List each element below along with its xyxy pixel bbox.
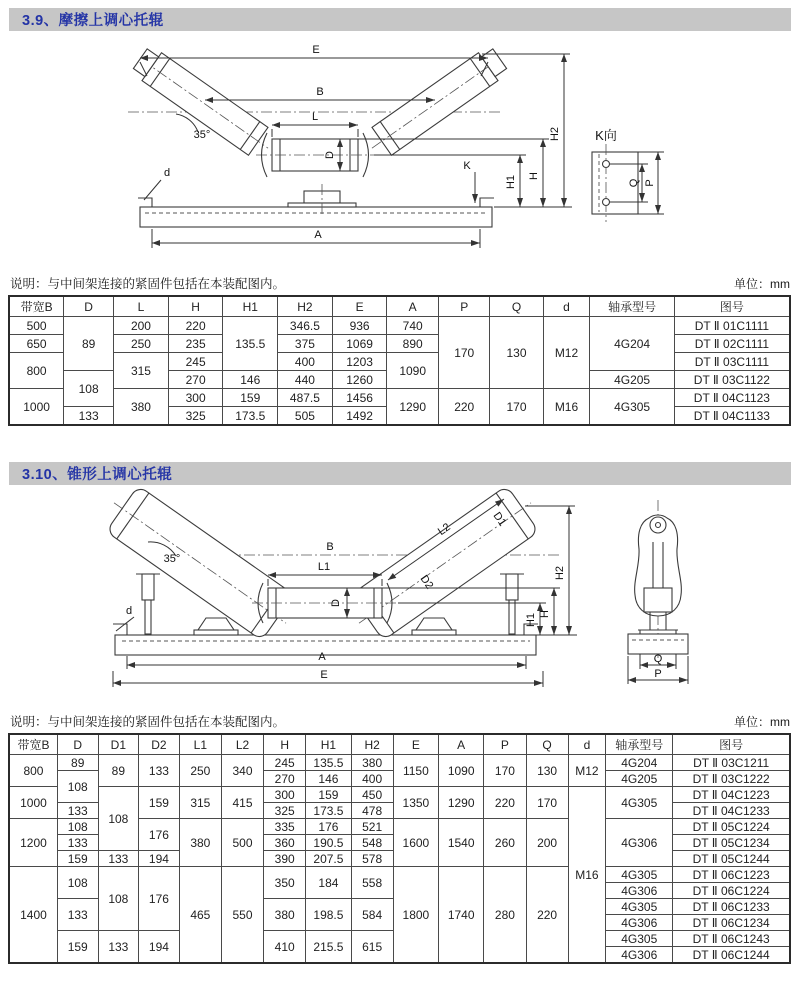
dim-E xyxy=(140,44,488,76)
table-cell: 465 xyxy=(179,867,221,964)
table-cell: 350 xyxy=(264,867,306,899)
dim-label-E: E xyxy=(320,669,328,681)
center-roller xyxy=(256,133,374,177)
table-cell: 500 xyxy=(221,819,263,867)
dim-label-B: B xyxy=(316,86,324,98)
k-view-label: K向 xyxy=(595,128,617,143)
table-cell: M16 xyxy=(568,787,605,964)
table-cell: 550 xyxy=(221,867,263,964)
table-cell: 410 xyxy=(264,931,306,964)
table-cell: 130 xyxy=(490,317,543,389)
table-cell: 207.5 xyxy=(306,851,351,867)
table-cell: 184 xyxy=(306,867,351,899)
table-cell: 245 xyxy=(264,755,306,771)
table-cell: 133 xyxy=(57,899,98,931)
table-cell: 250 xyxy=(114,335,169,353)
note-row xyxy=(10,274,790,292)
column-header: A xyxy=(387,296,439,317)
table-cell: 1200 xyxy=(9,819,57,867)
table-cell: 146 xyxy=(306,771,351,787)
table-cell: 487.5 xyxy=(278,389,333,407)
table-cell: 1400 xyxy=(9,867,57,964)
table-cell: DT Ⅱ 05C1234 xyxy=(673,835,790,851)
dim-label-E: E xyxy=(312,44,320,56)
column-header: H1 xyxy=(223,296,278,317)
table-cell: DT Ⅱ 04C1223 xyxy=(673,787,790,803)
table-cell: 380 xyxy=(179,819,221,867)
table-cell: 380 xyxy=(114,389,169,426)
table-cell: 133 xyxy=(98,851,139,867)
dim-label-H2: H2 xyxy=(549,126,561,142)
table-cell: 133 xyxy=(57,835,98,851)
table-cell: 615 xyxy=(351,931,393,964)
left-side-roller xyxy=(131,45,278,162)
table-cell: 245 xyxy=(168,353,223,371)
dim-label-H1: H1 xyxy=(505,174,517,190)
table-cell: 558 xyxy=(351,867,393,899)
table-cell: 170 xyxy=(490,389,543,426)
table-row xyxy=(9,787,790,803)
table-cell: 4G205 xyxy=(606,771,673,787)
table-cell: DT Ⅱ 04C1133 xyxy=(674,407,790,426)
column-header: P xyxy=(484,734,526,755)
table-cell: 740 xyxy=(387,317,439,335)
section-title: 3.9、摩擦上调心托辊 xyxy=(22,13,164,29)
table-cell: 521 xyxy=(351,819,393,835)
table-cell: 300 xyxy=(168,389,223,407)
table-cell: 270 xyxy=(264,771,306,787)
column-header: Q xyxy=(526,734,568,755)
table-cell: 176 xyxy=(306,819,351,835)
column-header: 图号 xyxy=(674,296,790,317)
table-cell: 4G306 xyxy=(606,947,673,964)
table-cell: 1456 xyxy=(332,389,387,407)
dim-label-d: d xyxy=(163,167,171,179)
table-cell: 1090 xyxy=(387,353,439,389)
drawing-friction-self-aligning-idler xyxy=(0,34,800,274)
table-cell: 500 xyxy=(9,317,64,335)
dim-B xyxy=(205,86,435,100)
table-cell: 340 xyxy=(221,755,263,787)
table-cell: 135.5 xyxy=(306,755,351,771)
table-cell: 1290 xyxy=(387,389,439,426)
dim-label-H2: H2 xyxy=(554,565,566,581)
dim-label-D: D xyxy=(330,599,342,607)
table-row xyxy=(9,867,790,883)
table-cell: 400 xyxy=(351,771,393,787)
dim-L xyxy=(272,111,358,137)
table-cell: 220 xyxy=(438,389,490,426)
column-header: P xyxy=(438,296,490,317)
table-cell: 159 xyxy=(57,851,98,867)
view-arrow-K xyxy=(463,160,475,203)
k-view-detail xyxy=(592,128,664,222)
dim-label-Q: Q xyxy=(628,178,640,188)
table-cell: 578 xyxy=(351,851,393,867)
header-row xyxy=(9,296,790,317)
table-cell: 1740 xyxy=(439,867,484,964)
column-header: H xyxy=(264,734,306,755)
table-cell: 4G305 xyxy=(606,787,673,819)
table-cell: 335 xyxy=(264,819,306,835)
dim-label-Q: Q xyxy=(653,653,663,665)
table-cell: 1540 xyxy=(439,819,484,867)
dim-label-angle: 35° xyxy=(193,129,211,141)
column-header: 带宽B xyxy=(9,296,64,317)
table-cell: 380 xyxy=(351,755,393,771)
table-cell: 200 xyxy=(526,819,568,867)
dim-label-A: A xyxy=(314,229,322,241)
table-cell: 4G305 xyxy=(606,931,673,947)
table-cell: 89 xyxy=(64,317,114,371)
table-cell: 390 xyxy=(264,851,306,867)
column-header: d xyxy=(568,734,605,755)
drawing-conical-self-aligning-idler xyxy=(0,488,800,712)
table-cell: DT Ⅱ 06C1234 xyxy=(673,915,790,931)
dim-label-L2: L2 xyxy=(435,521,453,538)
section-header-bar xyxy=(9,462,791,485)
table-cell: DT Ⅱ 06C1244 xyxy=(673,947,790,964)
dim-label-H: H xyxy=(539,610,551,618)
table-cell: 440 xyxy=(278,371,333,389)
column-header: D2 xyxy=(139,734,180,755)
table-cell: DT Ⅱ 06C1233 xyxy=(673,899,790,915)
dim-H1 xyxy=(374,155,526,207)
table-cell: DT Ⅱ 06C1224 xyxy=(673,883,790,899)
table-cell: 173.5 xyxy=(223,407,278,426)
table-cell: 198.5 xyxy=(306,899,351,931)
column-header: D1 xyxy=(98,734,139,755)
catalog-page xyxy=(0,8,800,984)
center-roller xyxy=(252,583,398,623)
table-cell: 173.5 xyxy=(306,803,351,819)
column-header: 图号 xyxy=(673,734,790,755)
column-header: D xyxy=(57,734,98,755)
dim-label-H: H xyxy=(528,172,540,180)
table-cell: 176 xyxy=(139,819,180,851)
dim-d xyxy=(116,605,134,631)
column-header: E xyxy=(332,296,387,317)
column-header: 带宽B xyxy=(9,734,57,755)
table-cell: DT Ⅱ 01C1111 xyxy=(674,317,790,335)
table-cell: 478 xyxy=(351,803,393,819)
dim-label-L1: L1 xyxy=(317,561,331,573)
table-cell: 548 xyxy=(351,835,393,851)
table-cell: 108 xyxy=(98,787,139,851)
table-cell: DT Ⅱ 04C1233 xyxy=(673,803,790,819)
spec-table-friction-idler xyxy=(8,295,791,426)
table-cell: 89 xyxy=(57,755,98,771)
table-cell: 220 xyxy=(526,867,568,964)
dim-label-angle: 35° xyxy=(163,553,181,565)
table-cell: 1000 xyxy=(9,389,64,426)
table-cell: 890 xyxy=(387,335,439,353)
table-cell: DT Ⅱ 04C1123 xyxy=(674,389,790,407)
column-header: L2 xyxy=(221,734,263,755)
table-row xyxy=(9,317,790,335)
table-cell: 260 xyxy=(484,819,526,867)
table-cell: 1492 xyxy=(332,407,387,426)
table-cell: 108 xyxy=(57,819,98,835)
table-cell: 4G305 xyxy=(606,899,673,915)
dim-label-D2: D2 xyxy=(417,573,436,592)
table-cell: M12 xyxy=(543,317,590,389)
dim-A xyxy=(152,229,480,248)
note-row xyxy=(10,712,790,730)
table-cell: 108 xyxy=(57,867,98,899)
table-cell: 159 xyxy=(306,787,351,803)
header-row xyxy=(9,734,790,755)
table-cell: DT Ⅱ 03C1211 xyxy=(673,755,790,771)
table-cell: 194 xyxy=(139,851,180,867)
table-cell: 135.5 xyxy=(223,317,278,371)
table-cell: 133 xyxy=(57,803,98,819)
table-cell: 270 xyxy=(168,371,223,389)
table-cell: 170 xyxy=(484,755,526,787)
table-cell: 300 xyxy=(264,787,306,803)
table-cell: 194 xyxy=(139,931,180,964)
column-header: L xyxy=(114,296,169,317)
assembly-note: 说明：与中间架连接的紧固件包括在本装配图内。 xyxy=(10,277,286,291)
table-cell: 4G305 xyxy=(606,867,673,883)
column-header: H1 xyxy=(306,734,351,755)
column-header: E xyxy=(393,734,438,755)
side-view-bracket xyxy=(628,500,688,684)
table-cell: 159 xyxy=(57,931,98,964)
table-cell: 1600 xyxy=(393,819,438,867)
table-cell: 1090 xyxy=(439,755,484,787)
table-cell: 200 xyxy=(114,317,169,335)
column-header: Q xyxy=(490,296,543,317)
table-cell: 325 xyxy=(264,803,306,819)
table-cell: 1000 xyxy=(9,787,57,819)
table-cell: 1350 xyxy=(393,787,438,819)
table-cell: 220 xyxy=(168,317,223,335)
dim-label-D: D xyxy=(324,151,336,159)
table-cell: 159 xyxy=(139,787,180,819)
dim-label-A: A xyxy=(318,651,326,663)
table-cell: 400 xyxy=(278,353,333,371)
table-cell: 159 xyxy=(223,389,278,407)
table-cell: DT Ⅱ 03C1111 xyxy=(674,353,790,371)
table-cell: 133 xyxy=(98,931,139,964)
table-cell: 325 xyxy=(168,407,223,426)
table-cell: DT Ⅱ 05C1244 xyxy=(673,851,790,867)
table-cell: DT Ⅱ 02C1111 xyxy=(674,335,790,353)
dim-d xyxy=(144,167,170,200)
dim-label-P: P xyxy=(644,179,656,187)
dim-label-D1: D1 xyxy=(490,510,509,529)
dim-label-H1: H1 xyxy=(525,612,537,628)
column-header: A xyxy=(439,734,484,755)
table-cell: 215.5 xyxy=(306,931,351,964)
table-cell: 650 xyxy=(9,335,64,353)
column-header: 轴承型号 xyxy=(590,296,674,317)
table-cell: 108 xyxy=(98,867,139,931)
table-cell: 800 xyxy=(9,755,57,787)
table-cell: 1260 xyxy=(332,371,387,389)
table-row xyxy=(9,755,790,771)
table-cell: 505 xyxy=(278,407,333,426)
table-cell: DT Ⅱ 05C1224 xyxy=(673,819,790,835)
table-cell: 800 xyxy=(9,353,64,389)
table-cell: 415 xyxy=(221,787,263,819)
table-cell: 130 xyxy=(526,755,568,787)
table-cell: 1290 xyxy=(439,787,484,819)
spec-table-conical-idler xyxy=(8,733,791,964)
table-cell: 315 xyxy=(179,787,221,819)
table-cell: 146 xyxy=(223,371,278,389)
table-cell: 1800 xyxy=(393,867,438,964)
table-cell: 315 xyxy=(114,353,169,389)
dim-label-d: d xyxy=(125,605,133,617)
section-friction-aligning-idler xyxy=(0,8,800,426)
table-row xyxy=(9,389,790,407)
table-cell: 360 xyxy=(264,835,306,851)
dim-label-L: L xyxy=(311,111,319,123)
dim-label-B: B xyxy=(326,541,334,553)
table-cell: 280 xyxy=(484,867,526,964)
table-cell: 1203 xyxy=(332,353,387,371)
unit-label: 单位：mm xyxy=(734,715,790,729)
dim-P xyxy=(644,152,658,214)
table-cell: 4G204 xyxy=(590,317,674,371)
section-header-bar xyxy=(9,8,791,31)
table-cell: 584 xyxy=(351,899,393,931)
table-cell: 346.5 xyxy=(278,317,333,335)
table-cell: 108 xyxy=(57,771,98,803)
table-cell: 89 xyxy=(98,755,139,787)
dim-L1 xyxy=(268,561,382,586)
left-conical-roller xyxy=(98,488,302,646)
table-cell: 1069 xyxy=(332,335,387,353)
table-cell: DT Ⅱ 03C1222 xyxy=(673,771,790,787)
column-header: D xyxy=(64,296,114,317)
table-cell: 176 xyxy=(139,867,180,931)
table-cell: 170 xyxy=(438,317,490,389)
table-cell: 170 xyxy=(526,787,568,819)
table-cell: 4G204 xyxy=(606,755,673,771)
dim-label-K: K xyxy=(463,160,471,172)
table-cell: 220 xyxy=(484,787,526,819)
column-header: d xyxy=(543,296,590,317)
dim-Q xyxy=(640,653,676,669)
table-cell: 4G306 xyxy=(606,819,673,867)
table-cell: DT Ⅱ 06C1223 xyxy=(673,867,790,883)
table-cell: 375 xyxy=(278,335,333,353)
column-header: H2 xyxy=(351,734,393,755)
column-header: H2 xyxy=(278,296,333,317)
column-header: H xyxy=(168,296,223,317)
section-conical-aligning-idler xyxy=(0,462,800,964)
table-cell: 1150 xyxy=(393,755,438,787)
table-cell: M16 xyxy=(543,389,590,426)
table-cell: 4G305 xyxy=(590,389,674,426)
table-cell: 4G205 xyxy=(590,371,674,389)
table-cell: 133 xyxy=(139,755,180,787)
unit-label: 单位：mm xyxy=(734,277,790,291)
table-cell: 235 xyxy=(168,335,223,353)
table-cell: 4G306 xyxy=(606,915,673,931)
table-cell: 250 xyxy=(179,755,221,787)
assembly-note: 说明：与中间架连接的紧固件包括在本装配图内。 xyxy=(10,715,286,729)
table-cell: 4G306 xyxy=(606,883,673,899)
table-cell: DT Ⅱ 06C1243 xyxy=(673,931,790,947)
dim-E xyxy=(113,669,543,687)
table-cell: 380 xyxy=(264,899,306,931)
table-cell: 108 xyxy=(64,371,114,407)
column-header: 轴承型号 xyxy=(606,734,673,755)
dim-label-P: P xyxy=(654,668,662,680)
table-cell: 190.5 xyxy=(306,835,351,851)
table-cell: DT Ⅱ 03C1122 xyxy=(674,371,790,389)
table-cell: 450 xyxy=(351,787,393,803)
table-cell: M12 xyxy=(568,755,605,787)
table-cell: 936 xyxy=(332,317,387,335)
table-cell: 133 xyxy=(64,407,114,426)
section-title: 3.10、锥形上调心托辊 xyxy=(22,467,173,483)
column-header: L1 xyxy=(179,734,221,755)
